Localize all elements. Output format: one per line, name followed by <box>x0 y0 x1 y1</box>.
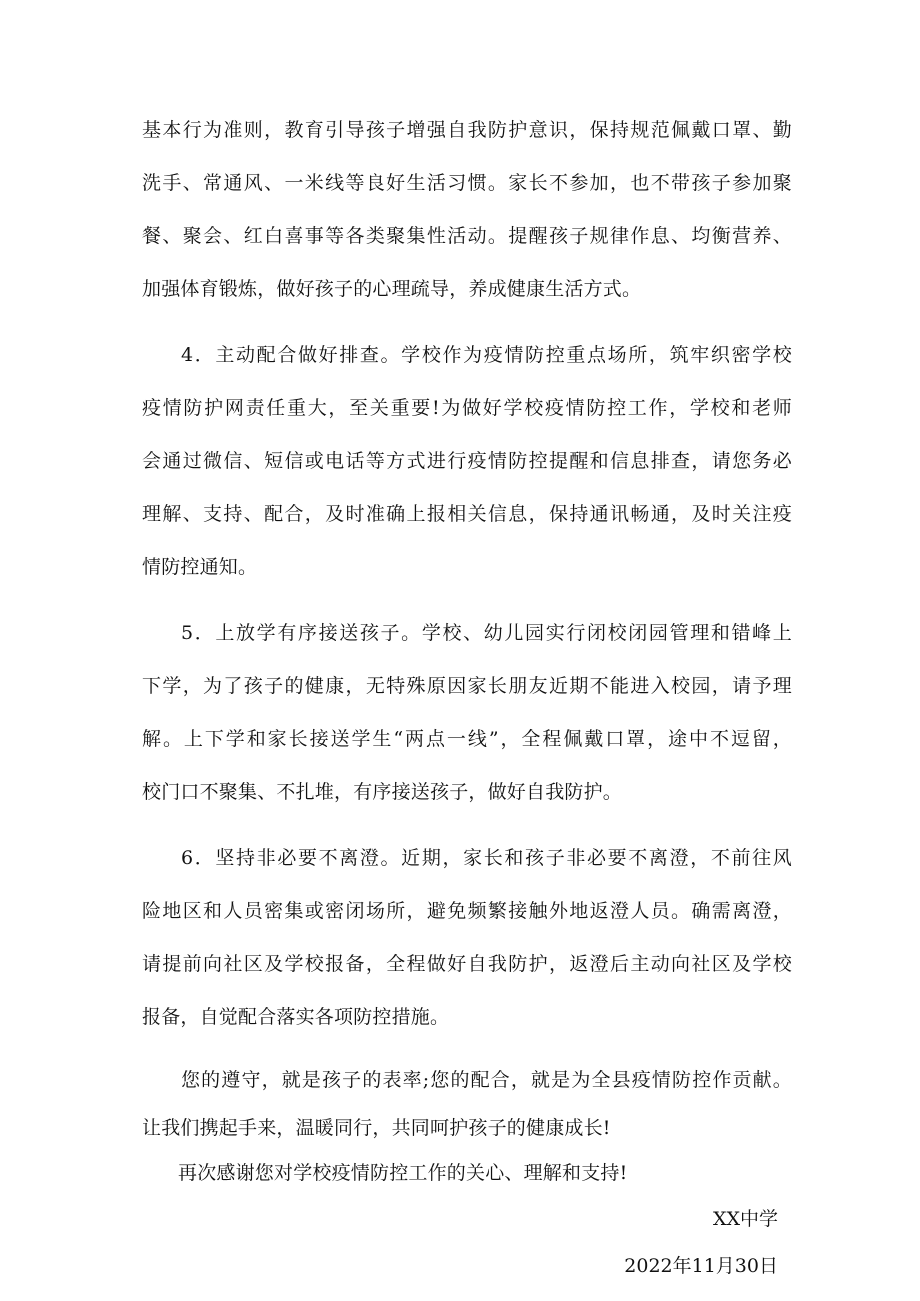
text-line: 校门口不聚集、不扎堆，有序接送孩子，做好自我防护。 <box>142 781 623 803</box>
text-line: 让我们携起手来，温暖同行，共同呵护孩子的健康成长! <box>142 1117 611 1139</box>
text-line: 加强体育锻炼，做好孩子的心理疏导，养成健康生活方式。 <box>142 278 642 300</box>
text-line: 会通过微信、短信或电话等方式进行疫情防控提醒和信息排查，请您务必 <box>142 450 792 472</box>
text-line: 情防控通知。 <box>142 556 258 578</box>
text-line: 请提前向社区及学校报备，全程做好自我防护，返澄后主动向社区及学校 <box>142 953 792 975</box>
text-line: 基本行为准则，教育引导孩子增强自我防护意识，保持规范佩戴口罩、勤 <box>142 119 792 141</box>
text-line: 6．坚持非必要不离澄。近期，家长和孩子非必要不离澄，不前往风 <box>181 847 792 869</box>
text-line: 餐、聚会、红白喜事等各类聚集性活动。提醒孩子规律作息、均衡营养、 <box>142 225 792 247</box>
date: 2022年11月30日 <box>624 1255 778 1277</box>
text-line: 下学，为了孩子的健康，无特殊原因家长朋友近期不能进入校园，请予理 <box>142 675 792 697</box>
text-line: 险地区和人员密集或密闭场所，避免频繁接触外地返澄人员。确需离澄， <box>142 900 792 922</box>
text-line: 理解、支持、配合，及时准确上报相关信息，保持通讯畅通，及时关注疫 <box>142 503 792 525</box>
text-line: 洗手、常通风、一米线等良好生活习惯。家长不参加，也不带孩子参加聚 <box>142 172 792 194</box>
text-line: 报备，自觉配合落实各项防控措施。 <box>142 1006 450 1028</box>
text-line: 解。上下学和家长接送学生“两点一线”，全程佩戴口罩，途中不逗留， <box>142 728 792 750</box>
text-line: 4．主动配合做好排查。学校作为疫情防控重点场所，筑牢织密学校 <box>181 344 792 366</box>
text-line: 再次感谢您对学校疫情防控工作的关心、理解和支持! <box>178 1162 628 1184</box>
text-line: 您的遵守，就是孩子的表率;您的配合，就是为全县疫情防控作贡献。 <box>181 1069 792 1091</box>
signature: XX中学 <box>712 1208 778 1230</box>
text-line: 5．上放学有序接送孩子。学校、幼儿园实行闭校闭园管理和错峰上 <box>181 622 792 644</box>
text-line: 疫情防护网责任重大，至关重要!为做好学校疫情防控工作，学校和老师 <box>142 397 792 419</box>
